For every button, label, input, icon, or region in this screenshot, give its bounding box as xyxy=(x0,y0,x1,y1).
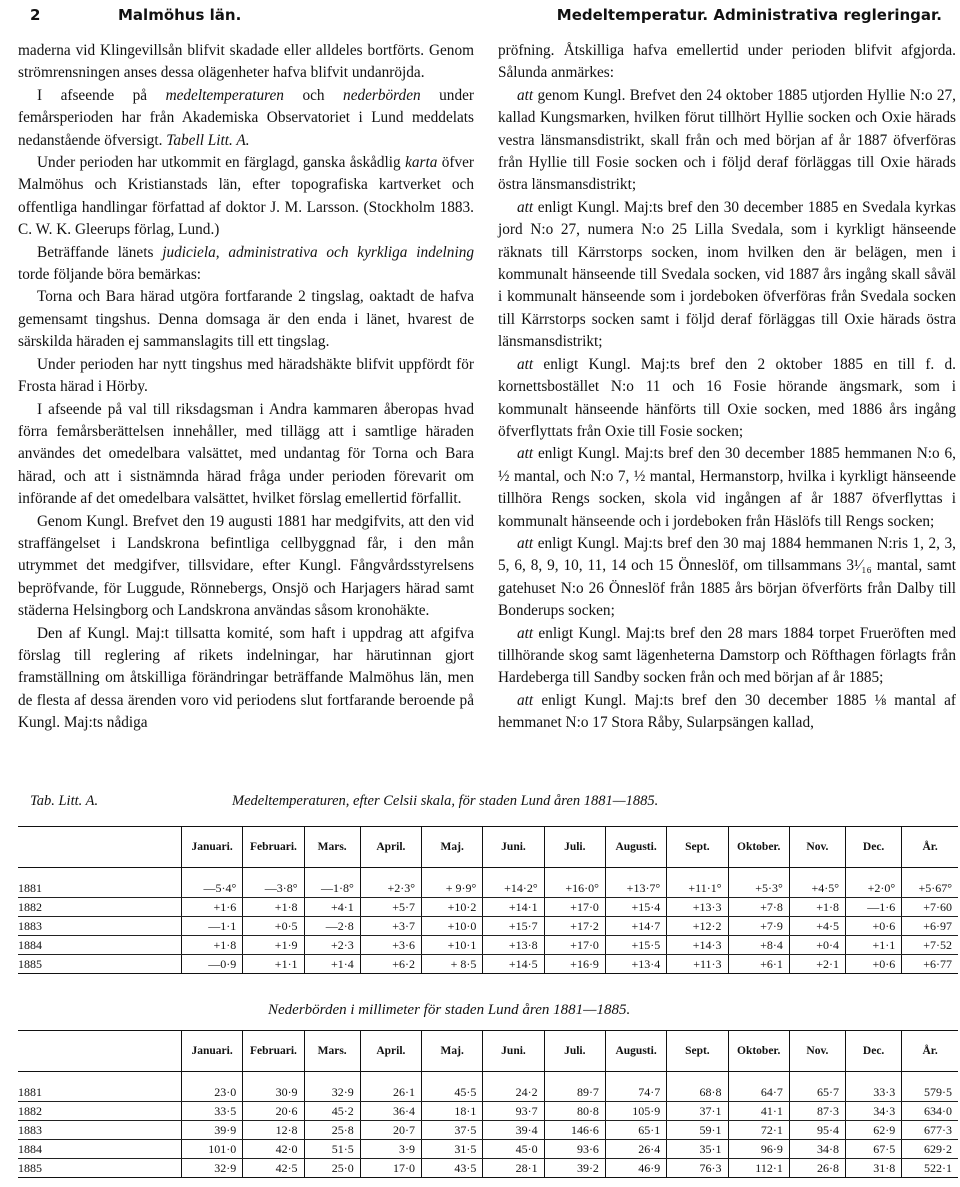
value-cell: +2·3 xyxy=(304,936,360,955)
value-cell: +15·4 xyxy=(605,898,666,917)
table-spacer-cell xyxy=(902,1072,958,1084)
value-cell: 46·9 xyxy=(605,1159,666,1178)
table-spacer-cell xyxy=(18,868,181,880)
temperature-table-caption: Medeltemperaturen, efter Celsii skala, för staden Lund åren 1881—1885. xyxy=(232,793,659,809)
value-cell: 3·9 xyxy=(360,1140,421,1159)
value-cell: +14·7 xyxy=(605,917,666,936)
table-spacer-cell xyxy=(360,1072,421,1084)
column-header: Augusti. xyxy=(605,1031,666,1072)
value-cell: 34·8 xyxy=(789,1140,845,1159)
value-cell: +17·0 xyxy=(544,936,605,955)
value-cell: +8·4 xyxy=(728,936,789,955)
paragraph: att enligt Kungl. Maj:ts bref den 28 mars 1884 torpet Frueröften med tillhörande skog samt lägenheterna Damstorp och Röfthagen förlagts från Hardeberga till Sandby socken från och med början af år 1885; xyxy=(498,624,956,687)
paragraph: I afseende på medeltemperaturen och nederbörden under femårsperioden har från Akademiska Observatoriet i Lund meddelats nedanstående öfversigt. Tabell Litt. A. xyxy=(18,86,474,149)
paragraph: att enligt Kungl. Maj:ts bref den 30 december 1885 en Svedala kyrkas jord N:o 27, numera N:o 25 Lilla Svedala, som i kyrkligt hänseende räknats till Kärrstorps socken, inom hvilken den är belägen, men i kommunalt hänseende till Svedala socken, vid 1887 års ingång skall såväl i kommunalt hänseende som i jordeboken öfverföras från Svedala socken till Kärrstorps socken samt i följd deraf förläggas till Oxie härads östra länsmansdistrikt; xyxy=(498,198,956,351)
table-row xyxy=(18,936,958,955)
value-cell: +2·3° xyxy=(360,879,421,898)
value-cell: +12·2 xyxy=(667,917,728,936)
value-cell: +16·0° xyxy=(544,879,605,898)
year-cell: 1885 xyxy=(18,955,181,974)
value-cell: +3·7 xyxy=(360,917,421,936)
year-cell: 1881 xyxy=(18,1083,181,1102)
table-row xyxy=(18,1083,958,1102)
value-cell: 72·1 xyxy=(728,1121,789,1140)
value-cell: +0·6 xyxy=(846,917,902,936)
value-cell: +16·9 xyxy=(544,955,605,974)
paragraph: att genom Kungl. Brefvet den 24 oktober 1885 utjorden Hyllie N:o 27, kallad Kungsmarken, hvilken förut tillhört Hyllie socken och Oxie härads vestra länsmansdistrikt, skall från och med början af år 1887 öfverföras från Hyllie till Fosie socken och i följd deraf förläggas till Oxie härads östra länsmansdistrikt; xyxy=(498,86,956,194)
value-cell: +1·9 xyxy=(243,936,304,955)
table-row xyxy=(18,1140,958,1159)
value-cell: 35·1 xyxy=(667,1140,728,1159)
value-cell: +7·52 xyxy=(902,936,958,955)
value-cell: 25·8 xyxy=(304,1121,360,1140)
value-cell: 17·0 xyxy=(360,1159,421,1178)
value-cell: 39·9 xyxy=(181,1121,242,1140)
table-spacer-row xyxy=(18,868,958,880)
year-cell: 1884 xyxy=(18,936,181,955)
value-cell: —5·4° xyxy=(181,879,242,898)
table-row xyxy=(18,898,958,917)
table-spacer-cell xyxy=(243,868,304,880)
value-cell: 42·0 xyxy=(243,1140,304,1159)
value-cell: +6·1 xyxy=(728,955,789,974)
value-cell: 18·1 xyxy=(422,1102,483,1121)
table-spacer-cell xyxy=(846,868,902,880)
value-cell: +10·0 xyxy=(422,917,483,936)
value-cell: 634·0 xyxy=(902,1102,958,1121)
value-cell: +1·1 xyxy=(243,955,304,974)
year-cell: 1883 xyxy=(18,1121,181,1140)
value-cell: —0·9 xyxy=(181,955,242,974)
value-cell: +0·4 xyxy=(789,936,845,955)
value-cell: —2·8 xyxy=(304,917,360,936)
column-header: Juni. xyxy=(483,1031,544,1072)
value-cell: 33·5 xyxy=(181,1102,242,1121)
paragraph: Under perioden har nytt tingshus med häradshäkte blifvit uppfördt för Frosta härad i Hörby. xyxy=(18,355,474,396)
value-cell: 41·1 xyxy=(728,1102,789,1121)
table-spacer-cell xyxy=(544,1072,605,1084)
value-cell: +11·3 xyxy=(667,955,728,974)
value-cell: +4·5° xyxy=(789,879,845,898)
running-header xyxy=(30,6,942,28)
table-spacer-row xyxy=(18,1072,958,1084)
column-header: Januari. xyxy=(181,1031,242,1072)
value-cell: 45·5 xyxy=(422,1083,483,1102)
value-cell: 87·3 xyxy=(789,1102,845,1121)
value-cell: +1·8 xyxy=(243,898,304,917)
table-spacer-cell xyxy=(483,868,544,880)
value-cell: 64·7 xyxy=(728,1083,789,1102)
value-cell: +7·9 xyxy=(728,917,789,936)
value-cell: +15·7 xyxy=(483,917,544,936)
column-header: År. xyxy=(902,827,958,868)
table-spacer-cell xyxy=(181,868,242,880)
table-row xyxy=(18,917,958,936)
table-spacer-cell xyxy=(422,868,483,880)
paragraph: att enligt Kungl. Maj:ts bref den 2 oktober 1885 en till f. d. kornettsbostället N:o 11 och 16 Fosie hörande ängsmark, som i kommunalt hänseende hänförts till Oxie socken, med 1886 års ingång öfverflyttats från Oxie till Fosie socken; xyxy=(498,355,956,440)
value-cell: +6·97 xyxy=(902,917,958,936)
value-cell: + 9·9° xyxy=(422,879,483,898)
value-cell: +14·5 xyxy=(483,955,544,974)
table-label: Tab. Litt. A. xyxy=(30,793,99,809)
value-cell: 67·5 xyxy=(846,1140,902,1159)
column-header: Dec. xyxy=(846,1031,902,1072)
paragraph: Torna och Bara härad utgöra fortfarande 2 tingslag, oaktadt de hafva gemensamt tingshus. Denna domsaga är den enda i länet, hvarest de särskilda häraden ej sammanslagits till ett tingslag. xyxy=(18,288,474,351)
paragraph: att enligt Kungl. Maj:ts bref den 30 december 1885 ⅛ mantal af hemmanet N:o 17 Stora Råby, Sularpsängen kallad, xyxy=(498,691,956,732)
value-cell: 45·0 xyxy=(483,1140,544,1159)
value-cell: 39·2 xyxy=(544,1159,605,1178)
value-cell: 146·6 xyxy=(544,1121,605,1140)
value-cell: 20·7 xyxy=(360,1121,421,1140)
table-header-row xyxy=(18,827,958,868)
value-cell: +4·1 xyxy=(304,898,360,917)
value-cell: 101·0 xyxy=(181,1140,242,1159)
header-right-title: Medeltemperatur. Administrativa regleringar. xyxy=(556,6,942,24)
year-cell: 1883 xyxy=(18,917,181,936)
column-header: Sept. xyxy=(667,1031,728,1072)
paragraph: Genom Kungl. Brefvet den 19 augusti 1881 har medgifvits, att den vid straffängelset i Landskrona befintliga cellbyggnad får, i den mån utrymmet det medgifver, tillsvidare, efter Kungl. Fångvårdsstyrelsens bepröfvande, för Luggude, Rönnebergs, Onsjö och Harjagers härad samt städerna Helsingborg och Landskrona användas såsom kronohäkte. xyxy=(18,512,474,620)
column-header: Nov. xyxy=(789,827,845,868)
value-cell: 34·3 xyxy=(846,1102,902,1121)
table-row xyxy=(18,879,958,898)
value-cell: 579·5 xyxy=(902,1083,958,1102)
table-spacer-cell xyxy=(360,868,421,880)
paragraph: att enligt Kungl. Maj:ts bref den 30 december 1885 hemmanen N:o 6, ½ mantal, och N:o 7, ½ mantal, Hermanstorp, hvilka i kyrkligt hänseende tillhöra Rengs socken, skola vid ingången af år 1887 öfverflyttas i kommunalt hänseende och i jordeboken från Häslöfs till Rengs socken; xyxy=(498,445,956,530)
value-cell: 30·9 xyxy=(243,1083,304,1102)
paragraph: I afseende på val till riksdagsman i Andra kammaren åberopas hvad förra femårsberättelsen innehåller, med tillägg att i samtlige häraden användes det omedelbara valsättet, med undantag för Torna och Bara härad, och att i sistnämnda härad fråga under perioden förevarit om införande af det omedelbara valsättet, hvilket förslag emellertid förfallit. xyxy=(18,400,474,508)
value-cell: 25·0 xyxy=(304,1159,360,1178)
value-cell: +15·5 xyxy=(605,936,666,955)
value-cell: + 8·5 xyxy=(422,955,483,974)
table-spacer-cell xyxy=(605,1072,666,1084)
value-cell: 28·1 xyxy=(483,1159,544,1178)
value-cell: +5·3° xyxy=(728,879,789,898)
value-cell: +13·8 xyxy=(483,936,544,955)
value-cell: 26·4 xyxy=(605,1140,666,1159)
value-cell: +14·2° xyxy=(483,879,544,898)
value-cell: 74·7 xyxy=(605,1083,666,1102)
column-header: Oktober. xyxy=(728,827,789,868)
column-header: Dec. xyxy=(846,827,902,868)
value-cell: 32·9 xyxy=(181,1159,242,1178)
column-header: Februari. xyxy=(243,1031,304,1072)
value-cell: 39·4 xyxy=(483,1121,544,1140)
value-cell: 37·1 xyxy=(667,1102,728,1121)
value-cell: —1·6 xyxy=(846,898,902,917)
value-cell: +0·6 xyxy=(846,955,902,974)
table-spacer-cell xyxy=(728,868,789,880)
value-cell: +13·4 xyxy=(605,955,666,974)
column-header: Mars. xyxy=(304,1031,360,1072)
year-cell: 1881 xyxy=(18,879,181,898)
value-cell: +7·8 xyxy=(728,898,789,917)
value-cell: 112·1 xyxy=(728,1159,789,1178)
temperature-table xyxy=(18,826,958,974)
column-header: Nov. xyxy=(789,1031,845,1072)
value-cell: 65·1 xyxy=(605,1121,666,1140)
table-row xyxy=(18,1121,958,1140)
paragraph: pröfning. Åtskilliga hafva emellertid under perioden blifvit afgjorda. Sålunda anmärkes: xyxy=(498,42,956,82)
table-spacer-cell xyxy=(243,1072,304,1084)
value-cell: 26·1 xyxy=(360,1083,421,1102)
table-spacer-cell xyxy=(544,868,605,880)
paragraph: Under perioden har utkommit en färglagd, ganska åskådlig karta öfver Malmöhus och Kristianstads län, efter topografiska kartverket och offentliga handlingar författad af doktor J. M. Larsson. (Stockholm 1883. C. W. K. Gleerups förlag, Lund.) xyxy=(18,154,474,239)
table-spacer-cell xyxy=(846,1072,902,1084)
table-row xyxy=(18,955,958,974)
value-cell: 26·8 xyxy=(789,1159,845,1178)
value-cell: 65·7 xyxy=(789,1083,845,1102)
year-cell: 1882 xyxy=(18,1102,181,1121)
value-cell: 32·9 xyxy=(304,1083,360,1102)
value-cell: 629·2 xyxy=(902,1140,958,1159)
value-cell: +1·4 xyxy=(304,955,360,974)
value-cell: +10·2 xyxy=(422,898,483,917)
value-cell: 33·3 xyxy=(846,1083,902,1102)
value-cell: 24·2 xyxy=(483,1083,544,1102)
table-spacer-cell xyxy=(789,1072,845,1084)
value-cell: 37·5 xyxy=(422,1121,483,1140)
value-cell: 89·7 xyxy=(544,1083,605,1102)
value-cell: 80·8 xyxy=(544,1102,605,1121)
table-spacer-cell xyxy=(483,1072,544,1084)
paragraph: Beträffande länets judiciela, administrativa och kyrkliga indelning torde följande böra bemärkas: xyxy=(18,243,474,284)
value-cell: +1·1 xyxy=(846,936,902,955)
value-cell: +13·3 xyxy=(667,898,728,917)
column-header: Sept. xyxy=(667,827,728,868)
column-header: Augusti. xyxy=(605,827,666,868)
value-cell: 36·4 xyxy=(360,1102,421,1121)
year-cell: 1882 xyxy=(18,898,181,917)
value-cell: +1·8 xyxy=(789,898,845,917)
value-cell: +4·5 xyxy=(789,917,845,936)
column-header: Maj. xyxy=(422,827,483,868)
value-cell: +6·2 xyxy=(360,955,421,974)
value-cell: +13·7° xyxy=(605,879,666,898)
value-cell: 42·5 xyxy=(243,1159,304,1178)
table-spacer-cell xyxy=(304,1072,360,1084)
value-cell: 45·2 xyxy=(304,1102,360,1121)
value-cell: —3·8° xyxy=(243,879,304,898)
value-cell: +6·77 xyxy=(902,955,958,974)
value-cell: +7·60 xyxy=(902,898,958,917)
table-spacer-cell xyxy=(667,1072,728,1084)
column-header: Oktober. xyxy=(728,1031,789,1072)
value-cell: 31·5 xyxy=(422,1140,483,1159)
value-cell: 105·9 xyxy=(605,1102,666,1121)
value-cell: —1·1 xyxy=(181,917,242,936)
table-spacer-cell xyxy=(422,1072,483,1084)
value-cell: 677·3 xyxy=(902,1121,958,1140)
value-cell: 93·7 xyxy=(483,1102,544,1121)
value-cell: +5·7 xyxy=(360,898,421,917)
table-row xyxy=(18,1102,958,1121)
precipitation-table xyxy=(18,1030,958,1178)
value-cell: 76·3 xyxy=(667,1159,728,1178)
value-cell: +2·0° xyxy=(846,879,902,898)
year-cell: 1884 xyxy=(18,1140,181,1159)
left-text-column xyxy=(18,40,474,735)
value-cell: +5·67° xyxy=(902,879,958,898)
value-cell: +2·1 xyxy=(789,955,845,974)
value-cell: +10·1 xyxy=(422,936,483,955)
value-cell: 95·4 xyxy=(789,1121,845,1140)
table-spacer-cell xyxy=(902,868,958,880)
value-cell: 62·9 xyxy=(846,1121,902,1140)
value-cell: +17·2 xyxy=(544,917,605,936)
column-header: År. xyxy=(902,1031,958,1072)
column-header: Juli. xyxy=(544,1031,605,1072)
value-cell: +3·6 xyxy=(360,936,421,955)
table-spacer-cell xyxy=(181,1072,242,1084)
value-cell: 20·6 xyxy=(243,1102,304,1121)
value-cell: 96·9 xyxy=(728,1140,789,1159)
value-cell: 31·8 xyxy=(846,1159,902,1178)
column-header: Januari. xyxy=(181,827,242,868)
header-left-title: Malmöhus län. xyxy=(118,6,242,24)
table-spacer-cell xyxy=(605,868,666,880)
column-header xyxy=(18,1031,181,1072)
column-header: April. xyxy=(360,827,421,868)
value-cell: 43·5 xyxy=(422,1159,483,1178)
table-spacer-cell xyxy=(667,868,728,880)
table-header-row xyxy=(18,1031,958,1072)
right-text-column xyxy=(498,40,956,735)
value-cell: +14·1 xyxy=(483,898,544,917)
value-cell: 93·6 xyxy=(544,1140,605,1159)
value-cell: +17·0 xyxy=(544,898,605,917)
column-header: Februari. xyxy=(243,827,304,868)
table-spacer-cell xyxy=(789,868,845,880)
value-cell: 23·0 xyxy=(181,1083,242,1102)
value-cell: 59·1 xyxy=(667,1121,728,1140)
precipitation-table-caption: Nederbörden i millimeter för staden Lund åren 1881—1885. xyxy=(268,1002,631,1018)
table-row xyxy=(18,1159,958,1178)
paragraph: Den af Kungl. Maj:t tillsatta komité, som haft i uppdrag att afgifva förslag till reglering af rikets indelningar, har härutinnan gjort framställning om åtskilliga förändringar beträffande Malmöhus län, men de flesta af dessa ärenden voro vid periodens slut fortfarande beroende på Kungl. Maj:ts nådiga xyxy=(18,624,474,732)
column-header: Mars. xyxy=(304,827,360,868)
column-header: April. xyxy=(360,1031,421,1072)
column-header: Juli. xyxy=(544,827,605,868)
value-cell: —1·8° xyxy=(304,879,360,898)
table-spacer-cell xyxy=(18,1072,181,1084)
value-cell: +0·5 xyxy=(243,917,304,936)
value-cell: +11·1° xyxy=(667,879,728,898)
value-cell: 51·5 xyxy=(304,1140,360,1159)
value-cell: 12·8 xyxy=(243,1121,304,1140)
column-header: Maj. xyxy=(422,1031,483,1072)
value-cell: 522·1 xyxy=(902,1159,958,1178)
value-cell: +1·6 xyxy=(181,898,242,917)
table-spacer-cell xyxy=(728,1072,789,1084)
column-header xyxy=(18,827,181,868)
page-number: 2 xyxy=(30,6,41,24)
year-cell: 1885 xyxy=(18,1159,181,1178)
table-spacer-cell xyxy=(304,868,360,880)
value-cell: 68·8 xyxy=(667,1083,728,1102)
column-header: Juni. xyxy=(483,827,544,868)
paragraph: maderna vid Klingevillsån blifvit skadade eller alldeles bortförts. Genom strömrensningen anses dessa olägenheter hafva blifvit undanröjda. xyxy=(18,42,474,82)
paragraph: att enligt Kungl. Maj:ts bref den 30 maj 1884 hemmanen N:ris 1, 2, 3, 5, 6, 8, 9, 10, 11, 14 och 15 Önneslöf, om tillsammans 3¹⁄₁₆ mantal, samt gatehuset N:o 26 Önneslöf från 1885 års början öfverförts från Dalby till Bonderups socken; xyxy=(498,534,956,620)
value-cell: +1·8 xyxy=(181,936,242,955)
value-cell: +14·3 xyxy=(667,936,728,955)
